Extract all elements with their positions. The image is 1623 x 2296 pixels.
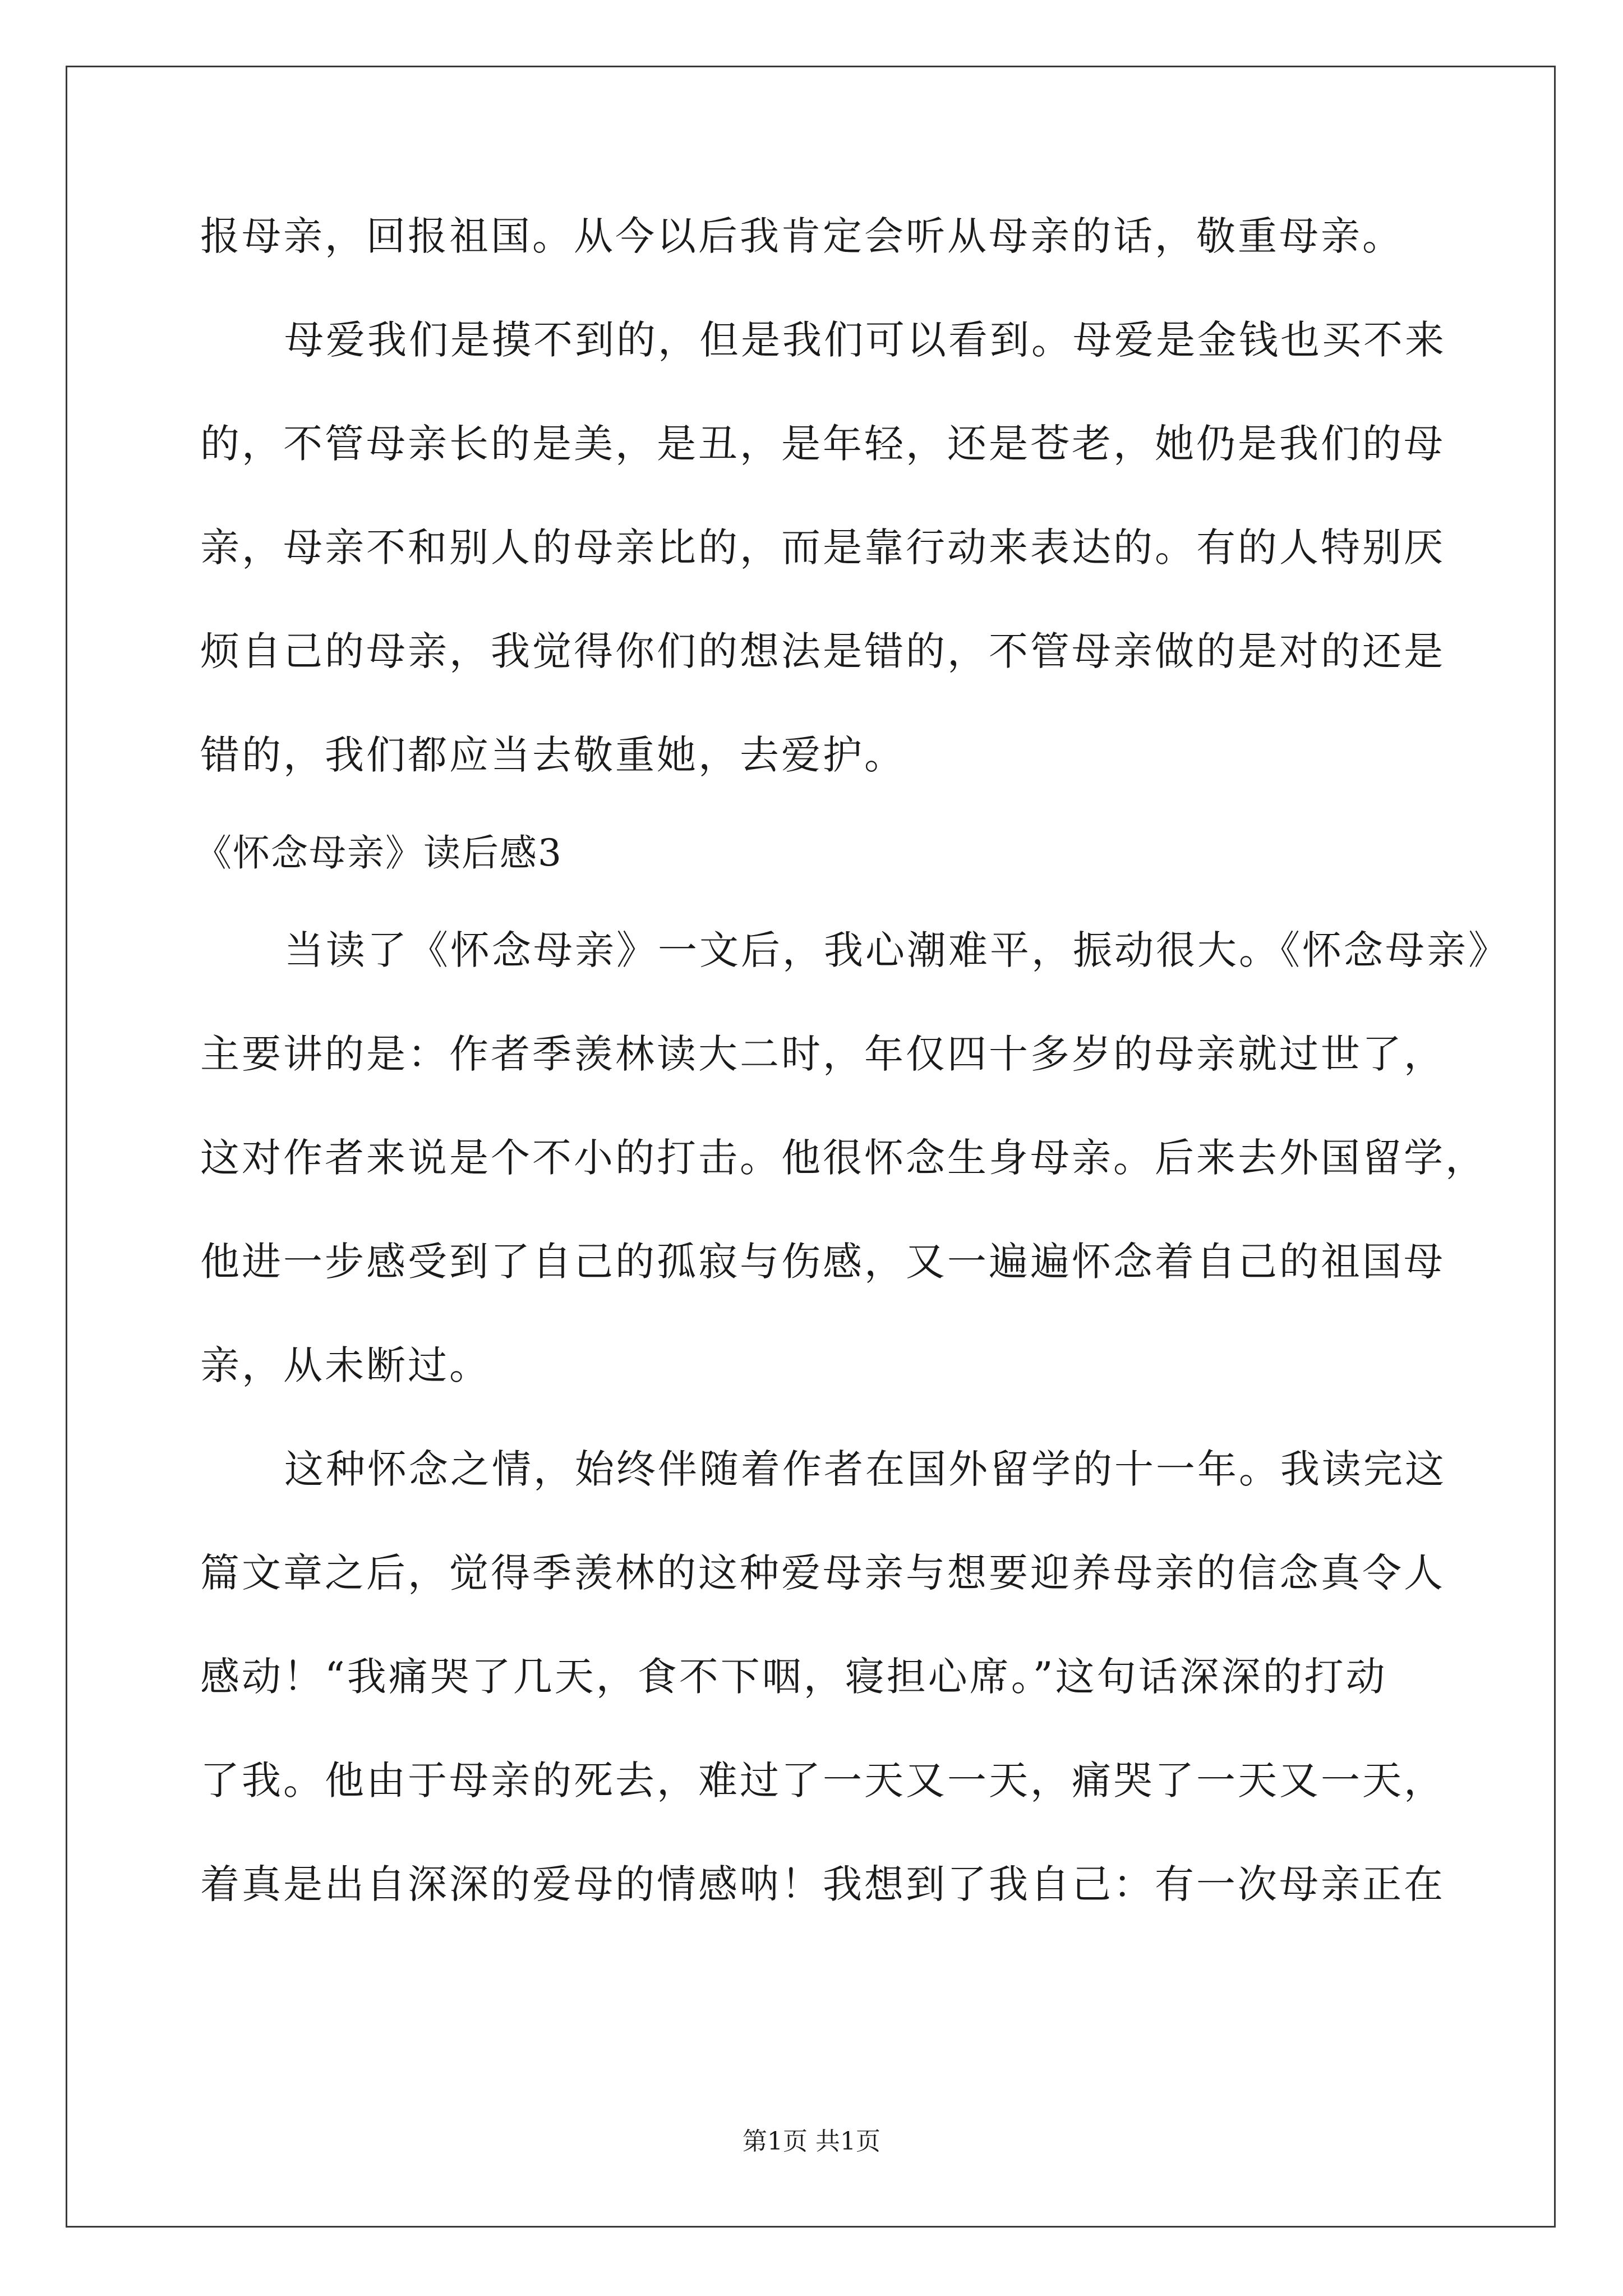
text-line: 亲，母亲不和别人的母亲比的，而是靠行动来表达的。有的人特别厌 (200, 524, 1445, 570)
text-line: 这对作者来说是个不小的打击。他很怀念生身母亲。后来去外国留学， (200, 1135, 1487, 1181)
text-line: 主要讲的是：作者季羡林读大二时，年仅四十多岁的母亲就过世了， (200, 1031, 1445, 1077)
text-line: 报母亲，回报祖国。从今以后我肯定会听从母亲的话，敬重母亲。 (200, 213, 1404, 259)
text-line: 感动！“我痛哭了几天，食不下咽，寝担心席。”这句话深深的打动 (200, 1654, 1387, 1700)
page-number-footer: 第1页 共1页 (743, 2127, 880, 2156)
text-line: 他进一步感受到了自己的孤寂与伤感，又一遍遍怀念着自己的祖国母 (200, 1239, 1445, 1285)
text-line: 烦自己的母亲，我觉得你们的想法是错的，不管母亲做的是对的还是 (200, 628, 1445, 674)
text-line: 的，不管母亲长的是美，是丑，是年轻，还是苍老，她仍是我们的母 (200, 421, 1445, 467)
text-line: 亲，从未断过。 (200, 1342, 491, 1388)
text-line: 错的，我们都应当去敬重她，去爱护。 (200, 732, 906, 778)
paragraph-first-line: 母爱我们是摸不到的，但是我们可以看到。母爱是金钱也买不来 (284, 317, 1446, 363)
paragraph-first-line: 当读了《怀念母亲》一文后，我心潮难平，振动很大。《怀念母亲》 (284, 927, 1510, 973)
text-line: 了我。他由于母亲的死去，难过了一天又一天，痛哭了一天又一天， (200, 1757, 1445, 1803)
text-line: 篇文章之后，觉得季羡林的这种爱母亲与想要迎养母亲的信念真令人 (200, 1550, 1445, 1596)
paragraph-first-line: 这种怀念之情，始终伴随着作者在国外留学的十一年。我读完这 (284, 1446, 1446, 1492)
section-heading: 《怀念母亲》读后感3 (195, 831, 562, 875)
text-line: 着真是出自深深的爱母的情感呐！我想到了我自己：有一次母亲正在 (200, 1861, 1445, 1907)
